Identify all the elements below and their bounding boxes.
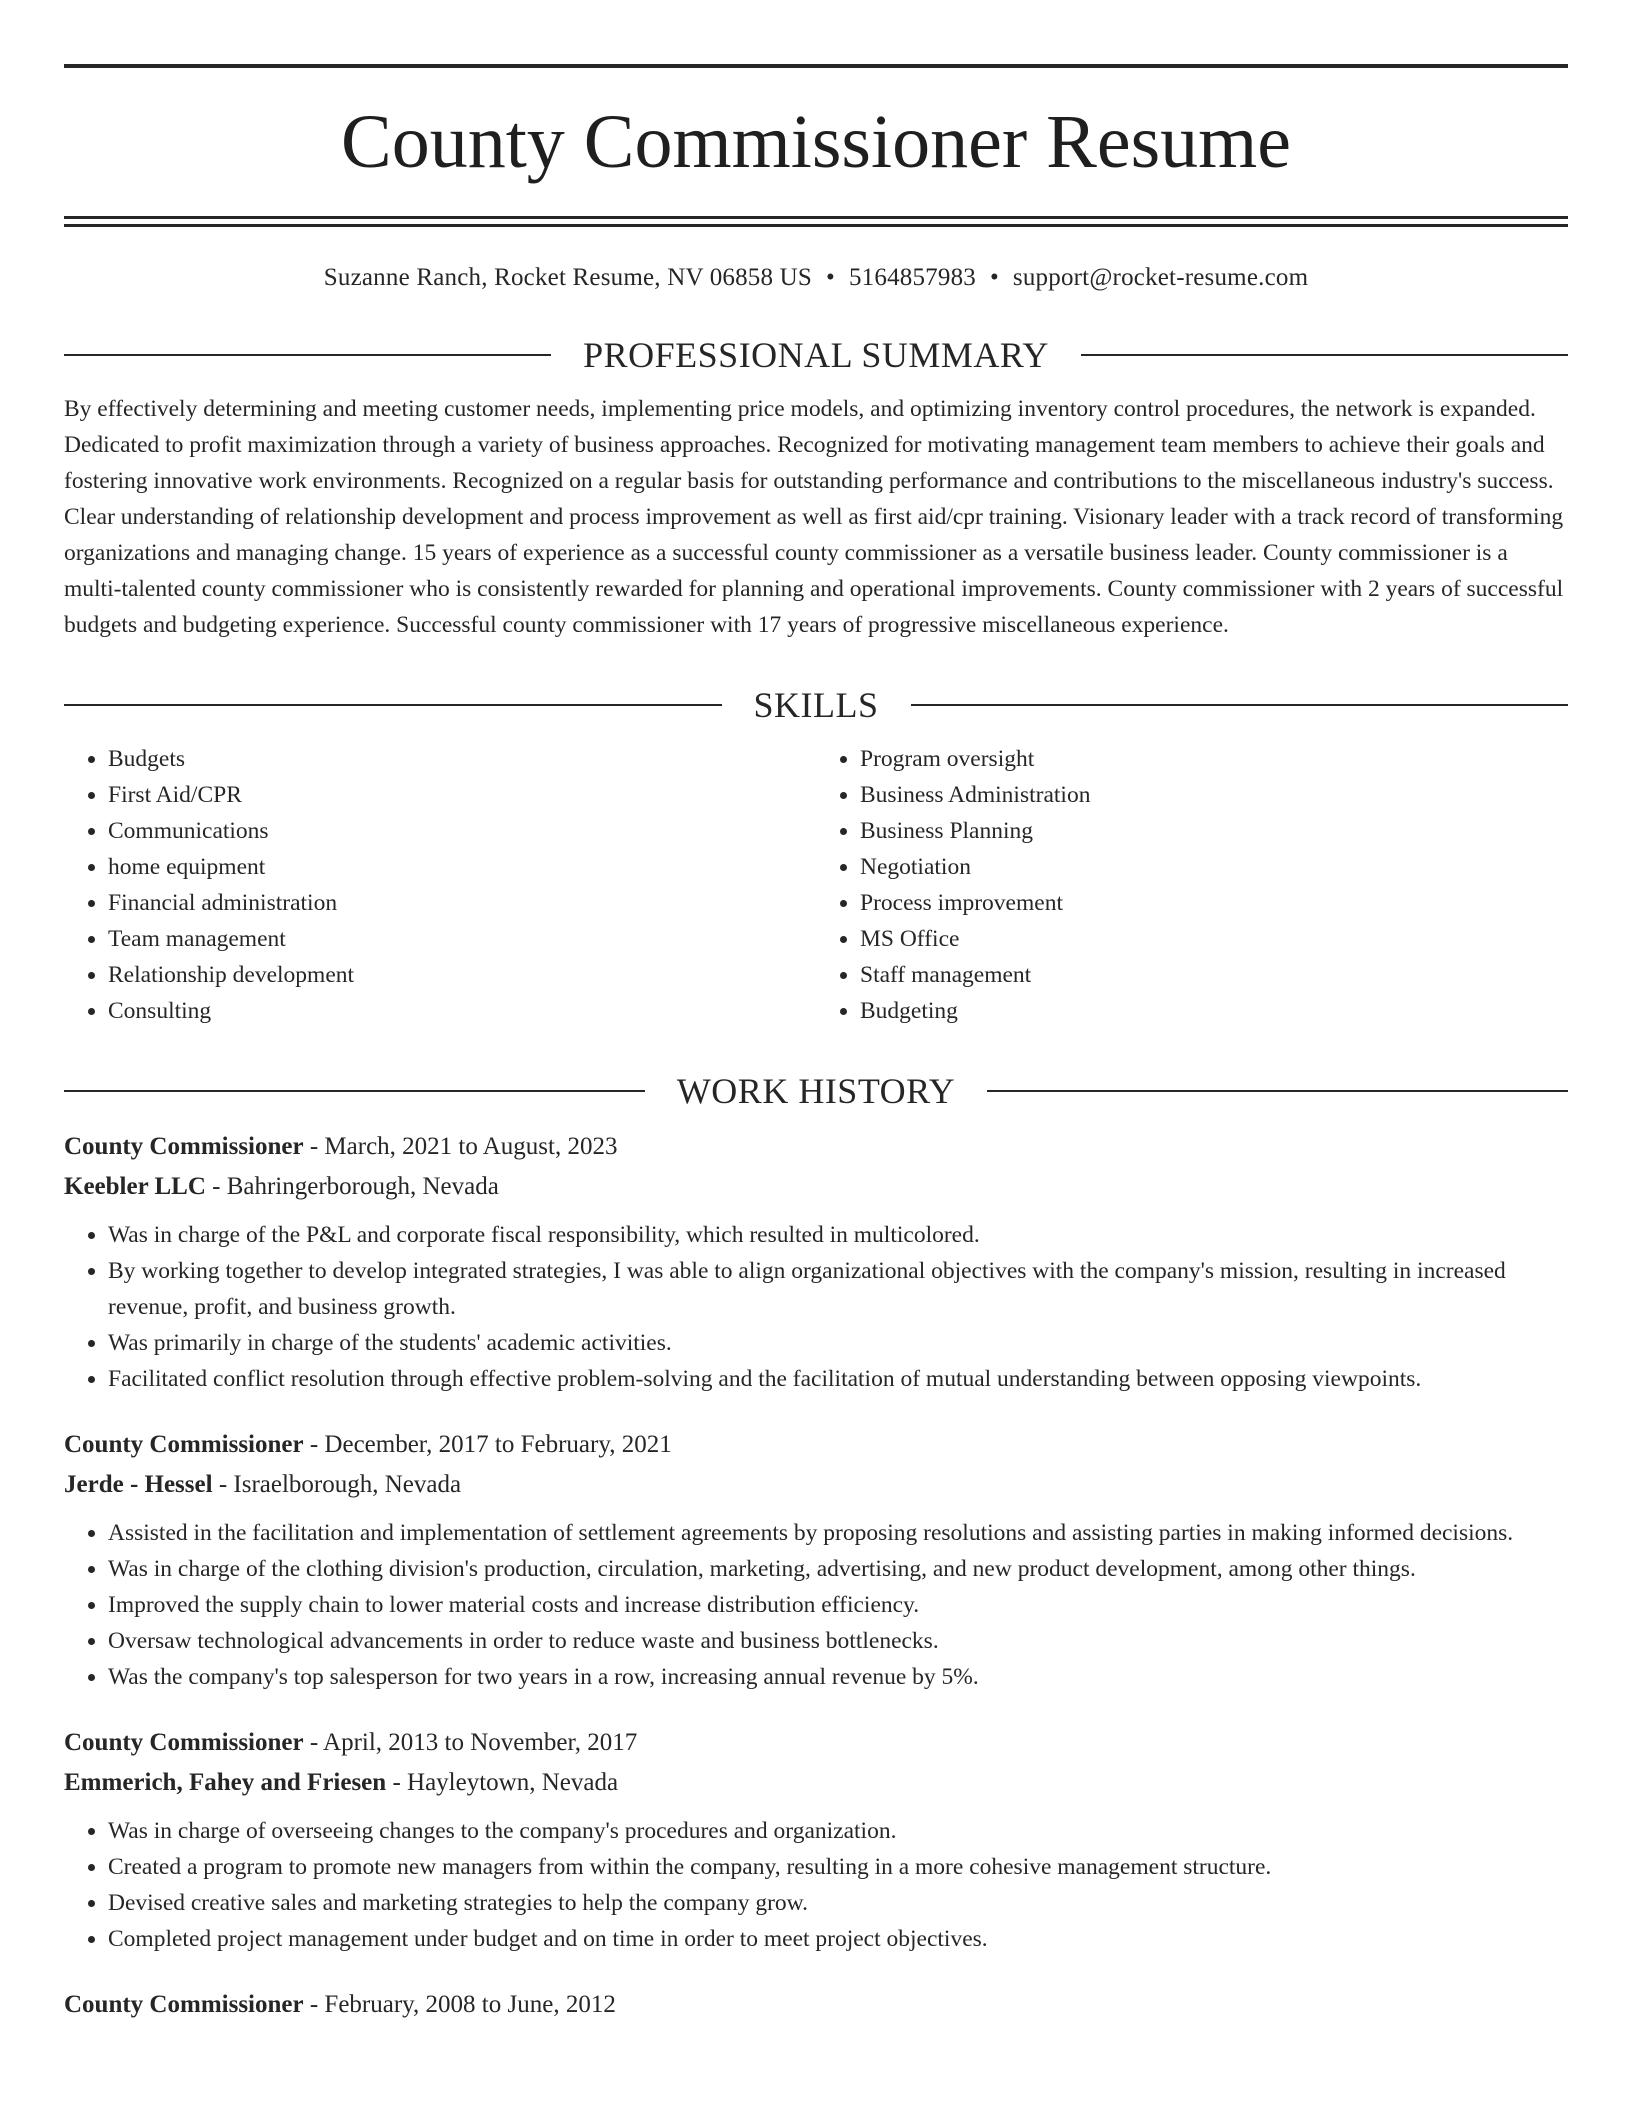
- job-bullet: • Was in charge of the clothing division's production, circulation, marketing, advertising, and new product development, among other things.: [108, 1551, 1568, 1587]
- job-title: County Commissioner: [64, 1431, 304, 1458]
- page-title: County Commissioner Resume: [341, 100, 1291, 184]
- job-title-line: [64, 1425, 1568, 1465]
- skill-item: • Consulting: [108, 993, 816, 1029]
- contact-email: support@rocket-resume.com: [1012, 264, 1309, 291]
- skill-item: • Business Planning: [860, 813, 1568, 849]
- summary-heading: PROFESSIONAL SUMMARY: [583, 335, 1049, 375]
- job-bullet: • Improved the supply chain to lower material costs and increase distribution efficiency.: [108, 1587, 1568, 1623]
- job-title: County Commissioner: [64, 1729, 304, 1756]
- contact-line: [64, 263, 1568, 293]
- job-bullet: • Created a program to promote new managers from within the company, resulting in a more cohesive management structure.: [108, 1849, 1568, 1885]
- job-bullets: [64, 1217, 1568, 1397]
- skill-item: • Business Administration: [860, 777, 1568, 813]
- job-title-line: [64, 1985, 1568, 2025]
- skill-item: • Communications: [108, 813, 816, 849]
- job-bullet: • Was in charge of the P&L and corporate fiscal responsibility, which resulted in multicolored.: [108, 1217, 1568, 1253]
- skill-item: • Process improvement: [860, 885, 1568, 921]
- job-bullet: • By working together to develop integrated strategies, I was able to align organizational objectives with the company's mission, resulting in increased revenue, profit, and business growth.: [108, 1253, 1568, 1325]
- skill-item: • Negotiation: [860, 849, 1568, 885]
- job-location: - Bahringerborough, Nevada: [205, 1173, 499, 1200]
- job-bullet: • Devised creative sales and marketing strategies to help the company grow.: [108, 1885, 1568, 1921]
- job-entry: [64, 1425, 1568, 1695]
- job-bullet: • Completed project management under budget and on time in order to meet project objectives.: [108, 1921, 1568, 1957]
- job-company-line: [64, 1465, 1568, 1505]
- contact-separator: •: [989, 264, 999, 291]
- contact-separator: •: [826, 264, 835, 291]
- skill-item: • Budgets: [108, 741, 816, 777]
- work-history-list: [64, 1127, 1568, 2025]
- professional-summary: By effectively determining and meeting customer needs, implementing price models, and optimizing inventory control procedures, the network is expanded. Dedicated to profit maximization through a variety of business approaches. Recognized for motivating management team members to achieve their goals and fostering innovative work environments. Recognized on a regular basis for outstanding performance and contributions to the miscellaneous industry's success. Clear understanding of relationship development and process improvement as well as first aid/cpr training. Visionary leader with a track record of transforming organizations and managing change. 15 years of experience as a successful county commissioner as a versatile business leader. County commissioner is a multi-talented county commissioner who is consistently rewarded for planning and operational improvements. County commissioner with 2 years of successful budgets and budgeting experience. Successful county commissioner with 17 years of progressive miscellaneous experience.: [64, 396, 1564, 638]
- job-company: Keebler LLC: [64, 1173, 206, 1200]
- job-bullet: • Assisted in the facilitation and implementation of settlement agreements by proposing resolutions and assisting parties in making informed decisions.: [108, 1515, 1568, 1551]
- job-company: Emmerich, Fahey and Friesen: [64, 1769, 387, 1796]
- skill-item: • Financial administration: [108, 885, 816, 921]
- skill-item: • Budgeting: [860, 993, 1568, 1029]
- job-bullet: • Was in charge of overseeing changes to the company's procedures and organization.: [108, 1813, 1568, 1849]
- job-company-line: [64, 1763, 1568, 1803]
- skill-item: • Relationship development: [108, 957, 816, 993]
- skill-item: • First Aid/CPR: [108, 777, 816, 813]
- job-dates: - December, 2017 to February, 2021: [303, 1431, 672, 1458]
- job-title-line: [64, 1723, 1568, 1763]
- job-entry: [64, 1723, 1568, 1957]
- job-entry: [64, 1127, 1568, 1397]
- job-bullet: • Was the company's top salesperson for two years in a row, increasing annual revenue by 5%.: [108, 1659, 1568, 1695]
- skills-heading: SKILLS: [753, 685, 879, 725]
- section-rule-right: [1081, 354, 1568, 356]
- job-dates: - March, 2021 to August, 2023: [303, 1133, 618, 1160]
- section-rule-right: [911, 704, 1569, 706]
- section-rule-right: [987, 1090, 1568, 1092]
- job-company: Jerde - Hessel: [64, 1471, 213, 1498]
- contact-address: Suzanne Ranch, Rocket Resume, NV 06858 US: [323, 264, 813, 291]
- job-location: - Hayleytown, Nevada: [386, 1769, 619, 1796]
- job-bullet: • Oversaw technological advancements in order to reduce waste and business bottlenecks.: [108, 1623, 1568, 1659]
- summary-section-header: [64, 337, 1568, 373]
- work-section-header: [64, 1073, 1568, 1109]
- job-bullet: • Was primarily in charge of the students' academic activities.: [108, 1325, 1568, 1361]
- job-entry: [64, 1985, 1568, 2025]
- job-title: County Commissioner: [64, 1991, 304, 2018]
- skills-section-header: [64, 687, 1568, 723]
- skills-list: [64, 741, 1568, 1029]
- section-rule-left: [64, 1090, 645, 1092]
- job-dates: - April, 2013 to November, 2017: [303, 1729, 638, 1756]
- skills-column-right: [816, 741, 1568, 1029]
- section-rule-left: [64, 704, 722, 706]
- skill-item: • MS Office: [860, 921, 1568, 957]
- job-title: County Commissioner: [64, 1133, 304, 1160]
- job-title-line: [64, 1127, 1568, 1167]
- job-dates: - February, 2008 to June, 2012: [303, 1991, 616, 2018]
- skills-column-left: [64, 741, 816, 1029]
- skill-item: • Team management: [108, 921, 816, 957]
- job-company-line: [64, 1167, 1568, 1207]
- job-location: - Israelborough, Nevada: [212, 1471, 462, 1498]
- job-bullets: [64, 1515, 1568, 1695]
- skill-item: • home equipment: [108, 849, 816, 885]
- title-double-rule: [64, 216, 1568, 227]
- section-rule-left: [64, 354, 551, 356]
- job-bullets: [64, 1813, 1568, 1957]
- work-history-heading: WORK HISTORY: [676, 1071, 956, 1111]
- skill-item: • Staff management: [860, 957, 1568, 993]
- job-bullet: • Facilitated conflict resolution through effective problem-solving and the facilitation of mutual understanding between opposing viewpoints.: [108, 1361, 1568, 1397]
- contact-phone: 5164857983: [848, 264, 976, 291]
- skill-item: • Program oversight: [860, 741, 1568, 777]
- resume-content: [64, 64, 1568, 2025]
